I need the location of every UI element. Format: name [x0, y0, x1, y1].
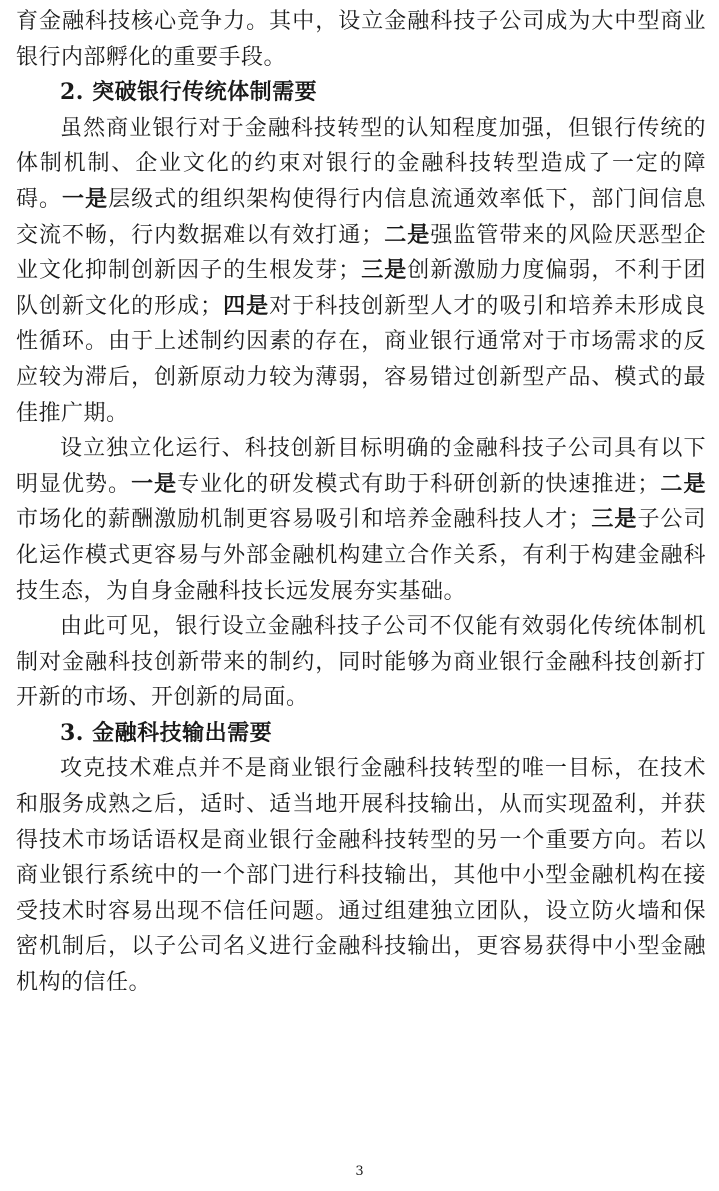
section-heading-3: 3. 金融科技输出需要 — [60, 719, 273, 746]
paragraph-text: 市场化的薪酬激励机制更容易吸引和培养金融科技人才； — [16, 507, 591, 533]
keyword-first: 一是 — [131, 470, 178, 497]
paragraph-text: 强监管带来的风险厌恶型企业文化抑制创新因子的生根发芽； — [16, 222, 706, 284]
paragraph-text: 创新激励力度偏弱，不利于团队创新文化的形成； — [16, 258, 706, 319]
paragraph-text: 层级式的组织架构使得行内信息流通效率低下，部门间信息交流不畅，行内数据难以有效打通； — [16, 186, 706, 248]
paragraph-text: 专业化的研发模式有助于科研创新的快速推进； — [177, 471, 660, 497]
paragraph-conclusion: 由此可见，银行设立金融科技子公司不仅能有效弱化传统体制机制对金融科技创新带来的制约，同时能够为商业银行金融科技创新打开新的市场、开创新的局面。 — [16, 614, 706, 711]
paragraph-tech-output: 攻克技术难点并不是商业银行金融科技转型的唯一目标，在技术和服务成熟之后，适时、适当地开展科技输出，从而实现盈利，并获得技术市场话语权是商业银行金融科技转型的另一个重要方向。若以商业银行系统中的一个部门进行科技输出，其他中小型金融机构在接受技术时容易出现不信任问题。通过组建独立团队，设立防火墙和保密机制后，以子公司名义进行金融科技输出，更容易获得中小型金融机构的信任。 — [16, 756, 706, 996]
section-heading-2: 2. 突破银行传统体制需要 — [60, 79, 318, 106]
page-number: 3 — [355, 1164, 364, 1179]
document-page — [16, 4, 706, 1001]
paragraph-text: 设立独立化运行、科技创新目标明确的金融科技子公司具有以下明显优势。 — [16, 436, 706, 497]
paragraph-text: 对于科技创新型人才的吸引和培养未形成良性循环。由于上述制约因素的存在，商业银行通常对于市场需求的反应较为滞后，创新原动力较为薄弱，容易错过创新型产品、模式的最佳推广期。 — [16, 293, 706, 426]
keyword-fourth: 四是 — [222, 292, 270, 319]
keyword-second: 二是 — [383, 221, 431, 248]
keyword-second: 二是 — [659, 470, 706, 497]
paragraph-text: 子公司化运作模式更容易与外部金融机构建立合作关系，有利于构建金融科技生态，为自身金融科技长远发展夯实基础。 — [16, 507, 706, 604]
keyword-third: 三是 — [360, 257, 408, 284]
paragraph-intro: 育金融科技核心竞争力。其中，设立金融科技子公司成为大中型商业银行内部孵化的重要手段。 — [16, 9, 706, 70]
paragraph-advantages — [16, 431, 706, 609]
paragraph-text: 虽然商业银行对于金融科技转型的认知程度加强，但银行传统的体制机制、企业文化的约束对银行的金融科技转型造成了一定的障碍。 — [16, 115, 706, 212]
keyword-third: 三是 — [590, 506, 638, 533]
keyword-first: 一是 — [62, 185, 109, 212]
paragraph-constraints — [16, 111, 706, 431]
